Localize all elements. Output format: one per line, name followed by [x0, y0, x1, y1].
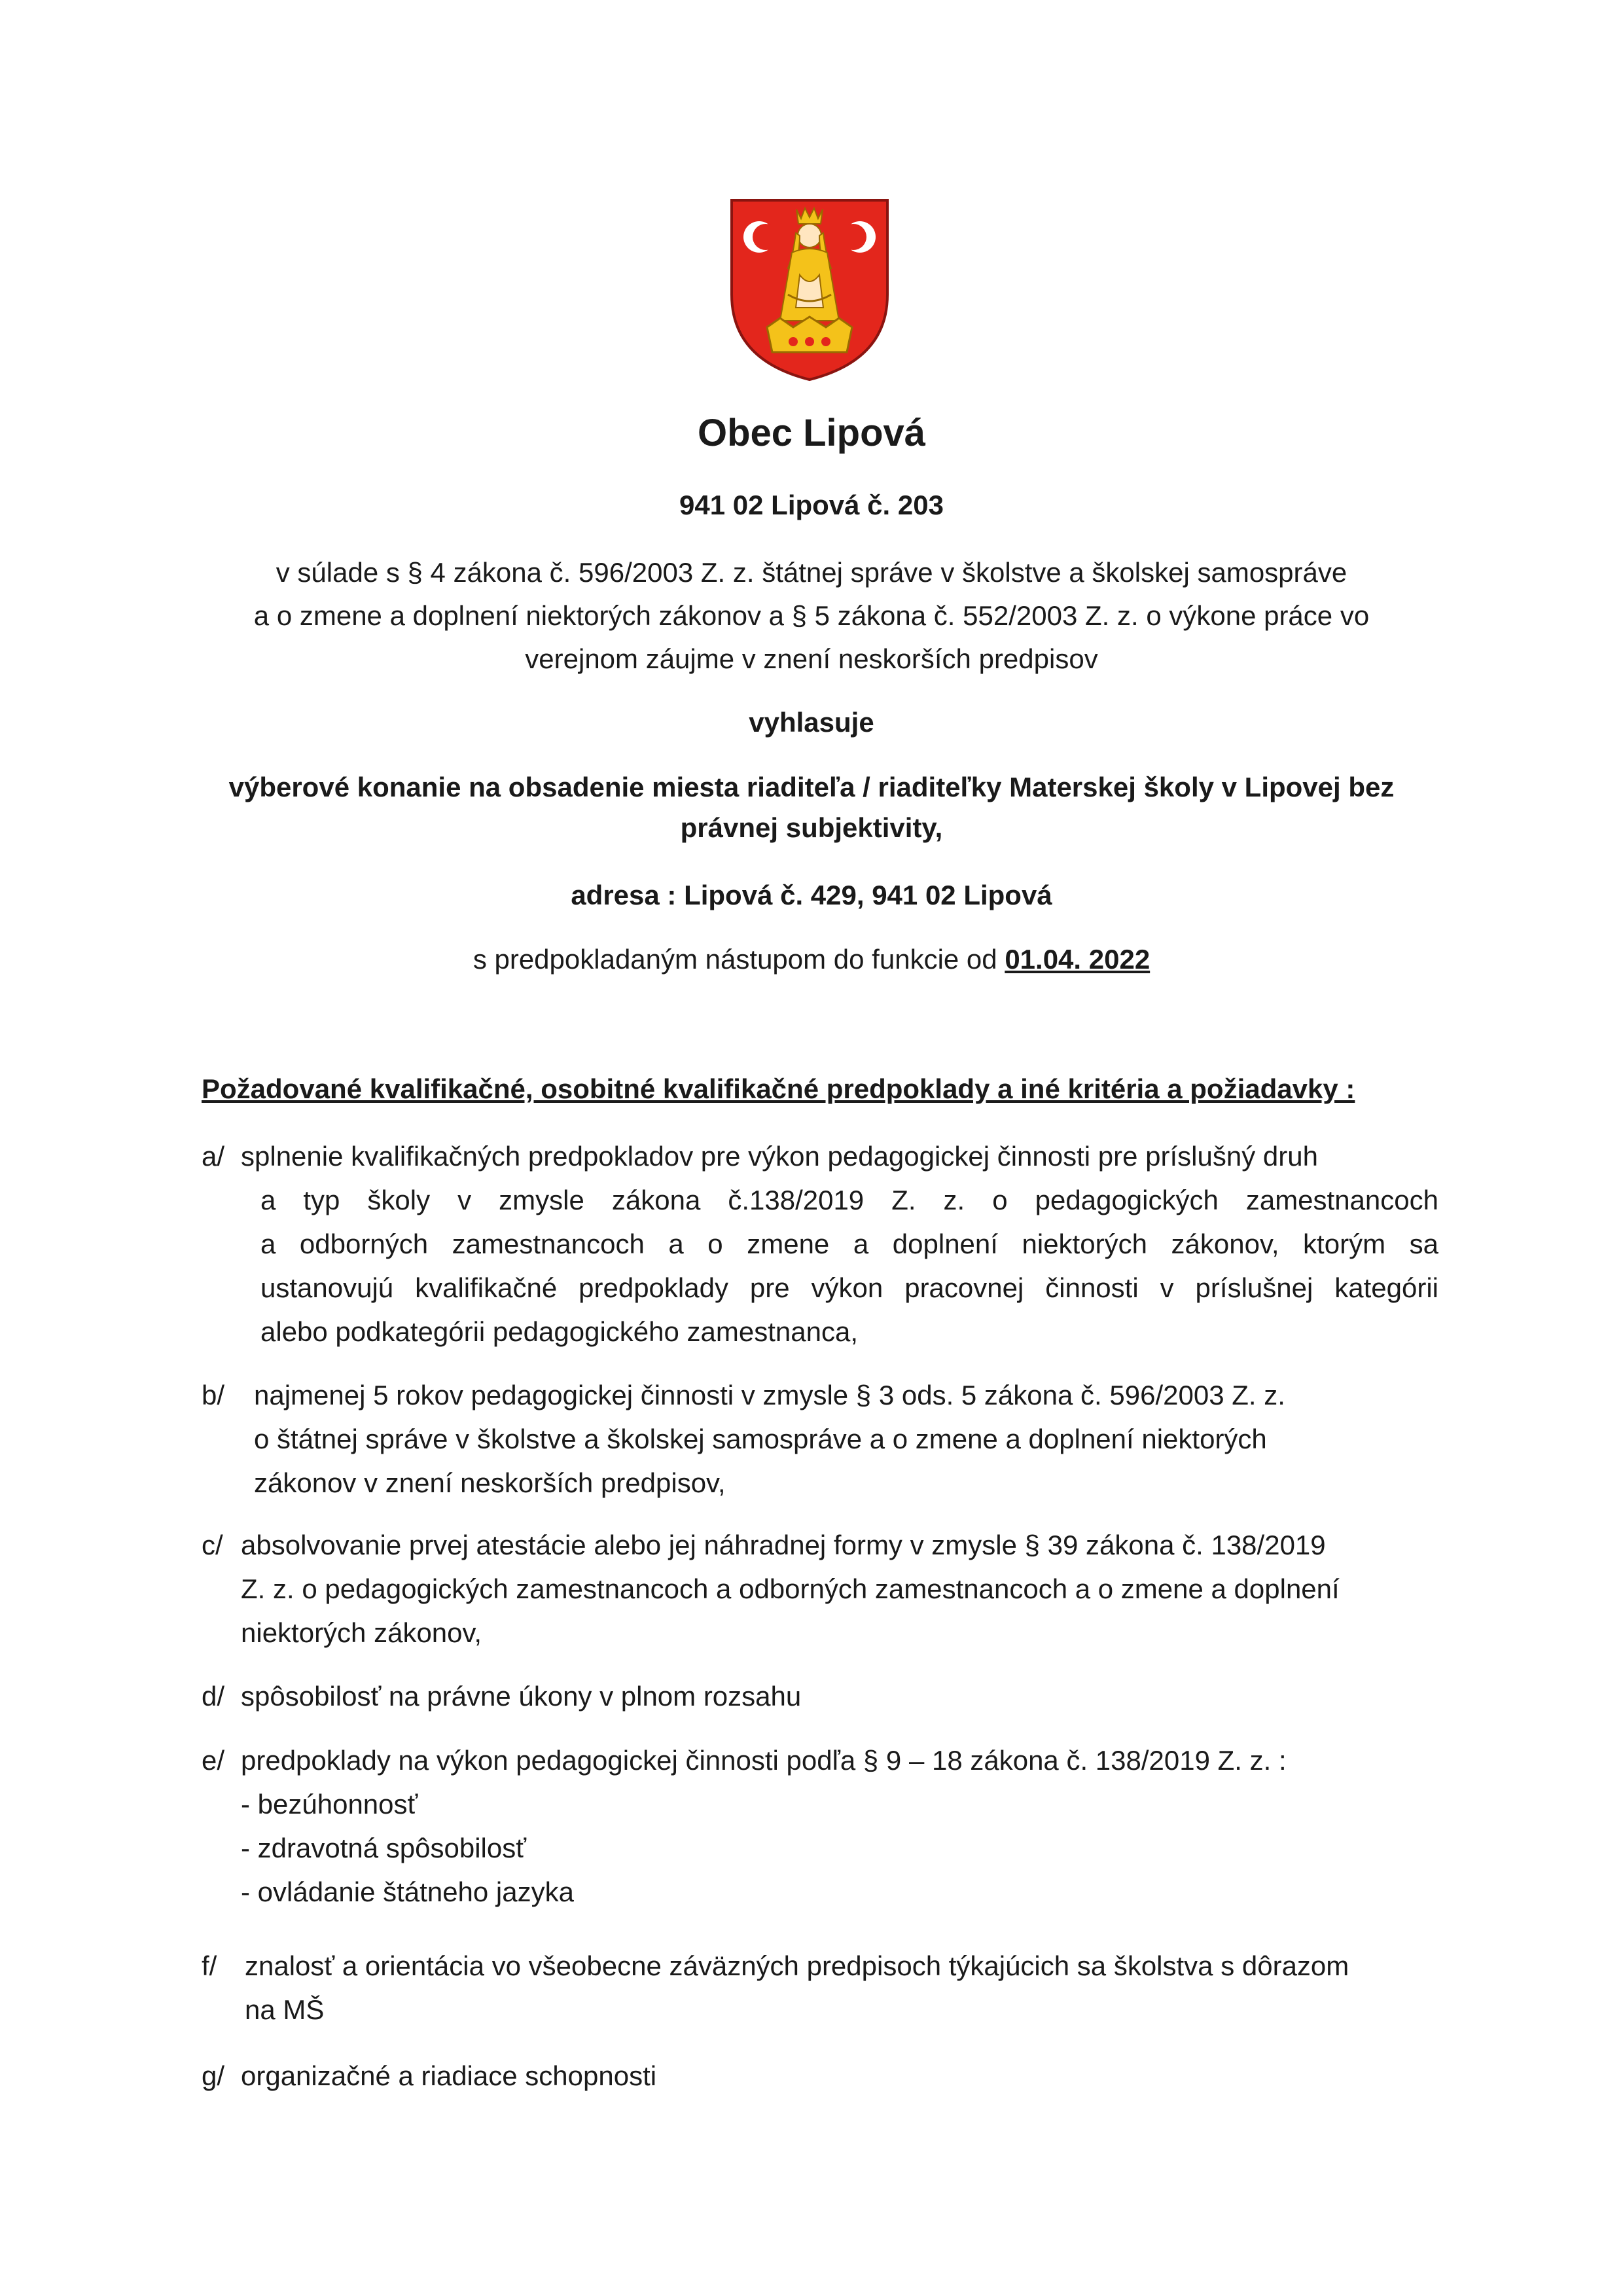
coat-of-arms-icon — [728, 196, 891, 382]
requirement-letter: d/ — [202, 1681, 225, 1712]
requirement-line: organizačné a riadiace schopnosti — [241, 2060, 657, 2091]
intro-line: v súlade s § 4 zákona č. 596/2003 Z. z. štátnej správe v školstve a školskej samospráve — [276, 557, 1347, 588]
page-title: Obec Lipová — [697, 412, 926, 454]
intro-line: verejnom záujme v znení neskorších predpisov — [525, 643, 1098, 674]
requirement-line: splnenie kvalifikačných predpokladov pre výkon pedagogickej činnosti pre príslušný druh — [241, 1141, 1318, 1172]
requirement-letter: g/ — [202, 2060, 225, 2091]
start-date: 01.04. 2022 — [1005, 944, 1150, 975]
requirement-letter: b/ — [202, 1380, 225, 1410]
requirement-line: o štátnej správe v školstve a školskej samospráve a o zmene a doplnení niektorých — [254, 1424, 1267, 1454]
competition-line: právnej subjektivity, — [680, 812, 943, 843]
requirement-letter: e/ — [202, 1745, 225, 1776]
requirement-line: absolvovanie prvej atestácie alebo jej náhradnej formy v zmysle § 39 zákona č. 138/2019 — [241, 1530, 1326, 1560]
school-address: adresa : Lipová č. 429, 941 02 Lipová — [571, 880, 1052, 910]
start-date-line — [131, 944, 1492, 975]
requirement-e — [202, 1738, 1438, 1914]
municipality-address: 941 02 Lipová č. 203 — [679, 490, 944, 520]
requirement-line: alebo podkategórii pedagogického zamestnanca, — [260, 1316, 858, 1347]
requirement-subitem: - zdravotná spôsobilosť — [241, 1833, 526, 1863]
requirement-subitem: - bezúhonnosť — [241, 1789, 418, 1820]
requirement-g — [202, 2054, 1438, 2098]
legal-intro — [131, 551, 1492, 681]
requirement-line: Z. z. o pedagogických zamestnancoch a odborných zamestnancoch a o zmene a doplnení — [241, 1573, 1340, 1604]
announce-heading: vyhlasuje — [749, 707, 874, 738]
competition-title — [131, 767, 1492, 848]
requirement-line: a odborných zamestnancoch a o zmene a doplnení niektorých zákonov, ktorým sa — [260, 1229, 1438, 1259]
requirement-d — [202, 1674, 1438, 1718]
requirement-line: spôsobilosť na právne úkony v plnom rozsahu — [241, 1681, 802, 1712]
requirement-subitem: - ovládanie štátneho jazyka — [241, 1876, 574, 1907]
requirement-c — [202, 1523, 1438, 1655]
requirement-b — [202, 1373, 1438, 1505]
requirement-line: a typ školy v zmysle zákona č.138/2019 Z. z. o pedagogických zamestnancoch — [260, 1185, 1438, 1215]
requirement-line: najmenej 5 rokov pedagogickej činnosti v zmysle § 3 ods. 5 zákona č. 596/2003 Z. z. — [254, 1380, 1285, 1410]
requirements-heading: Požadované kvalifikačné, osobitné kvalifikačné predpoklady a iné kritéria a požiadavky : — [202, 1073, 1355, 1104]
start-text: s predpokladaným nástupom do funkcie od — [473, 944, 1005, 975]
requirement-letter: a/ — [202, 1141, 225, 1172]
requirement-letter: c/ — [202, 1530, 223, 1560]
intro-line: a o zmene a doplnení niektorých zákonov a § 5 zákona č. 552/2003 Z. z. o výkone práce vo — [253, 600, 1370, 631]
requirement-f — [202, 1944, 1438, 2032]
requirement-a — [202, 1134, 1438, 1354]
requirement-letter: f/ — [202, 1950, 217, 1981]
competition-line: výberové konanie na obsadenie miesta riaditeľa / riaditeľky Materskej školy v Lipovej bez — [228, 772, 1395, 802]
requirement-line: zákonov v znení neskorších predpisov, — [254, 1467, 726, 1498]
requirement-line: predpoklady na výkon pedagogickej činnosti podľa § 9 – 18 zákona č. 138/2019 Z. z. : — [241, 1745, 1287, 1776]
requirement-line: niektorých zákonov, — [241, 1617, 482, 1648]
requirement-line: ustanovujú kvalifikačné predpoklady pre výkon pracovnej činnosti v príslušnej kategórii — [260, 1272, 1438, 1303]
requirement-line: znalosť a orientácia vo všeobecne záväzných predpisoch týkajúcich sa školstva s dôrazom — [245, 1950, 1349, 1981]
requirement-line: na MŠ — [245, 1994, 325, 2025]
